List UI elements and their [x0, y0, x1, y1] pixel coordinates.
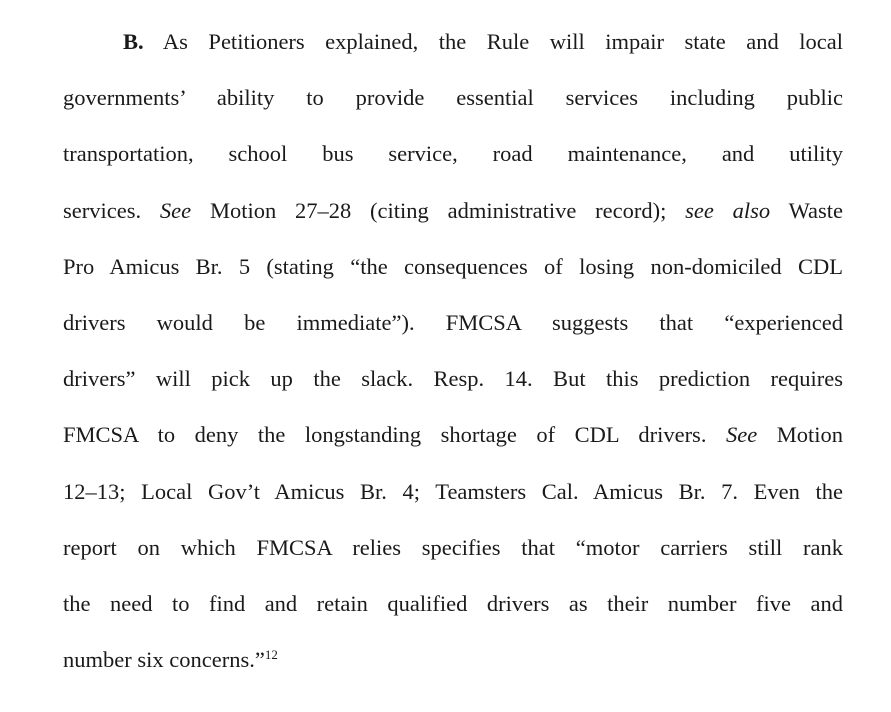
line-4-text-c: Waste [770, 197, 843, 223]
signal-see-also: see also [685, 197, 771, 223]
line-8-text-a: FMCSA to deny the longstanding shortage of CDL drivers. [63, 422, 726, 448]
line-12-text: number six concerns.” [63, 647, 265, 673]
paragraph-b [63, 14, 843, 688]
footnote-reference[interactable]: 12 [264, 647, 278, 663]
line-9-text: 12–13; Local Gov’t Amicus Br. 4; Teamsters Cal. Amicus Br. 7. Even the [63, 478, 843, 504]
line-5-text: Pro Amicus Br. 5 (stating “the consequences of losing non-domiciled CDL [63, 253, 843, 279]
line-5 [63, 239, 843, 295]
line-12 [63, 632, 843, 688]
line-11-text: the need to find and retain qualified drivers as their number five and [63, 590, 843, 616]
signal-see-2: See [725, 422, 758, 448]
line-8-text-b: Motion [757, 422, 843, 448]
document-page [63, 14, 843, 688]
line-8 [63, 407, 843, 463]
line-3-text: transportation, school bus service, road maintenance, and utility [63, 141, 843, 167]
line-4 [63, 183, 843, 239]
line-1-text: As Petitioners explained, the Rule will impair state and local [162, 29, 844, 54]
line-2 [63, 70, 843, 126]
line-1 [63, 14, 843, 70]
line-11 [63, 576, 843, 632]
signal-see: See [159, 197, 192, 223]
line-2-text: governments’ ability to provide essential services including public [63, 85, 843, 111]
line-6 [63, 295, 843, 351]
line-7 [63, 351, 843, 407]
line-7-text: drivers” will pick up the slack. Resp. 14. But this prediction requires [63, 366, 843, 392]
line-6-text: drivers would be immediate”). FMCSA suggests that “experienced [63, 309, 843, 335]
line-3 [63, 126, 843, 182]
line-10 [63, 520, 843, 576]
line-4-text-a: services. [63, 197, 160, 223]
line-9 [63, 464, 843, 520]
section-heading: B. [123, 29, 144, 54]
line-10-text: report on which FMCSA relies specifies that “motor carriers still rank [63, 534, 843, 560]
line-4-text-b: Motion 27–28 (citing administrative record); [191, 197, 686, 223]
